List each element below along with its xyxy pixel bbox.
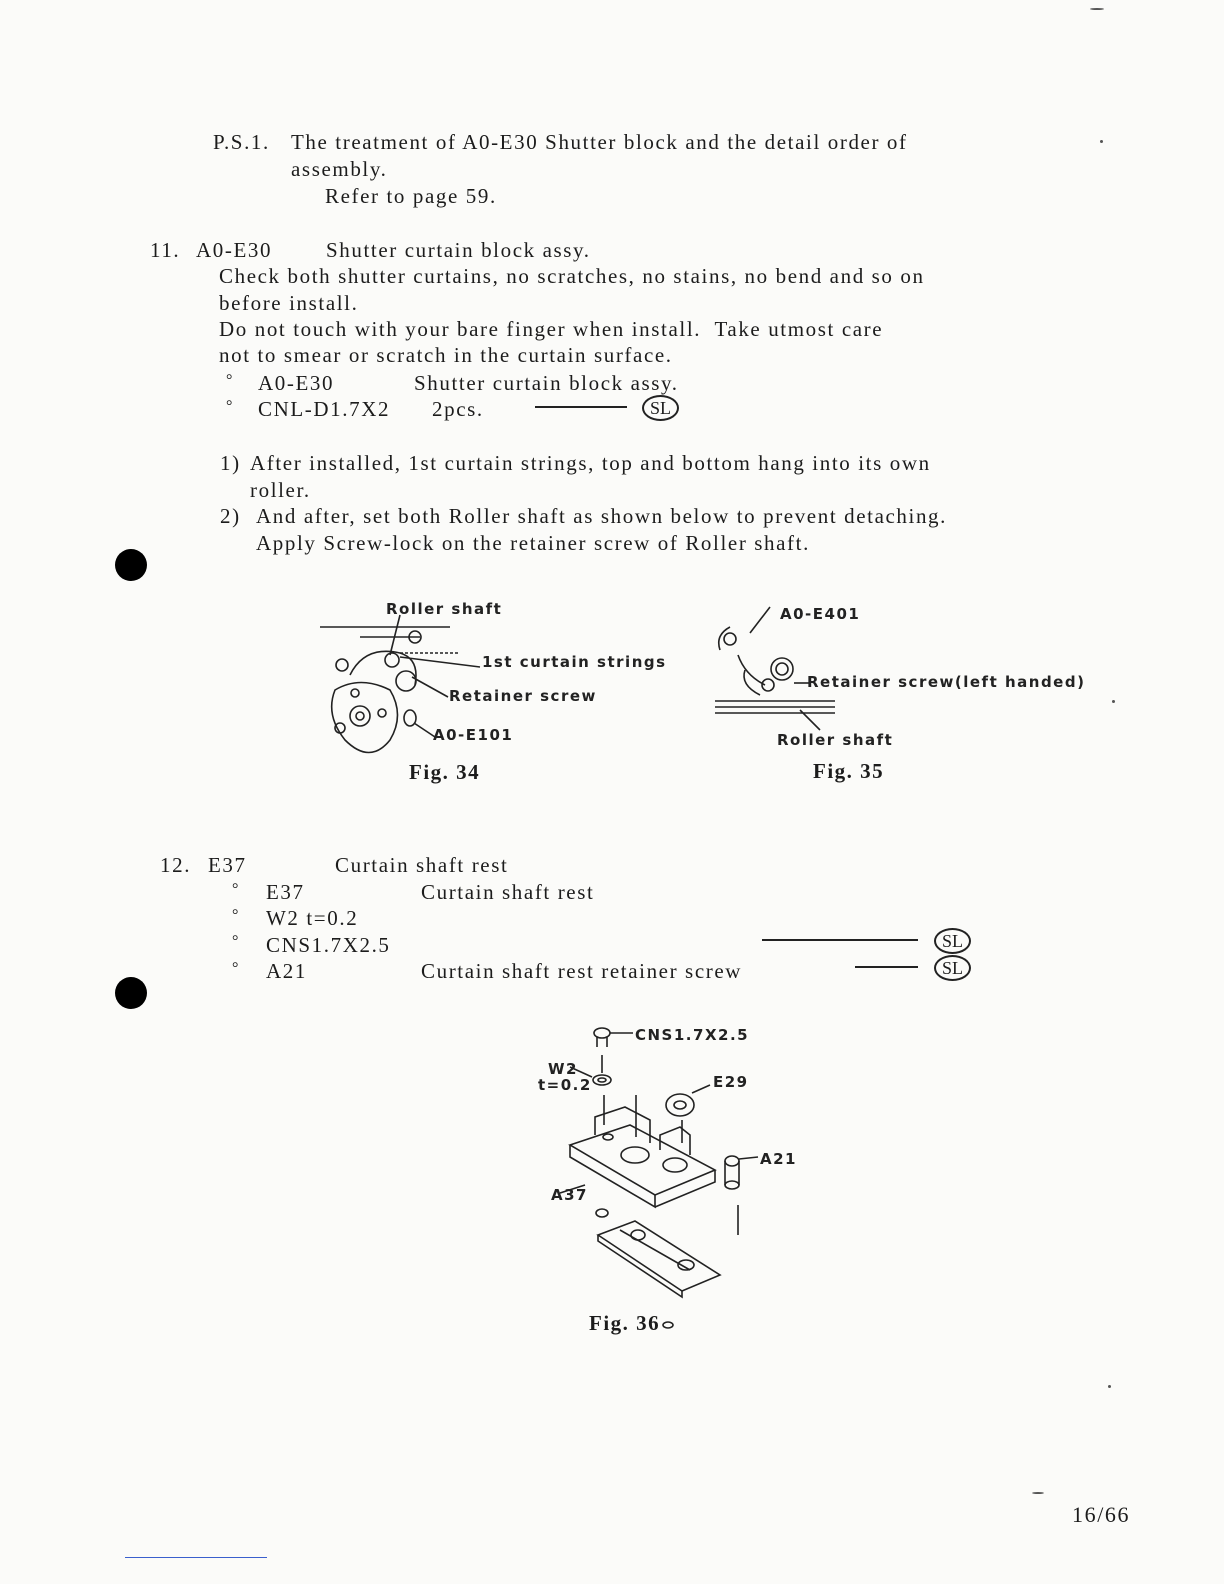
fig34-label-roller-shaft: Roller shaft bbox=[386, 600, 503, 618]
screw-lock-mark: SL bbox=[934, 928, 971, 954]
part-code: CNS1.7X2.5 bbox=[266, 933, 391, 957]
part-code: A0-E30 bbox=[258, 371, 335, 395]
part-code: E37 bbox=[266, 880, 305, 904]
section-12-number: 12. bbox=[160, 853, 192, 877]
fig35-label-retainer-screw: Retainer screw(left handed) bbox=[807, 673, 1086, 691]
step-number: 1) bbox=[220, 451, 241, 475]
part-code: A21 bbox=[266, 959, 307, 983]
fig36-label-gear: E29 bbox=[713, 1073, 749, 1091]
section-11-para-3: Do not touch with your bare finger when install. Take utmost care bbox=[219, 317, 884, 341]
fig34-label-retainer-screw: Retainer screw bbox=[449, 687, 597, 705]
part-code: W2 t=0.2 bbox=[266, 906, 359, 930]
part-desc: Curtain shaft rest bbox=[421, 880, 595, 904]
punch-hole-lower bbox=[115, 977, 147, 1009]
ps-label: P.S.1. bbox=[213, 130, 270, 154]
scan-edge-line bbox=[125, 1557, 267, 1558]
section-11-para-4: not to smear or scratch in the curtain surface. bbox=[219, 343, 673, 367]
fig35-caption: Fig. 35 bbox=[813, 759, 885, 783]
screw-lock-mark: SL bbox=[934, 955, 971, 981]
page-number: 16/66 bbox=[1072, 1502, 1131, 1527]
bullet: ° bbox=[226, 398, 233, 415]
step-line-1: And after, set both Roller shaft as shown below to prevent detaching. bbox=[256, 504, 947, 528]
fig36-caption: Fig. 36 bbox=[589, 1311, 661, 1335]
screw-lock-mark: SL bbox=[642, 395, 679, 421]
leader-line bbox=[535, 406, 627, 408]
step-line-2: roller. bbox=[250, 478, 311, 502]
step-number: 2) bbox=[220, 504, 241, 528]
scan-speck bbox=[1032, 1492, 1044, 1494]
part-desc: Shutter curtain block assy. bbox=[414, 371, 679, 395]
fig34-label-curtain-strings: 1st curtain strings bbox=[482, 653, 667, 671]
fig36-label-thickness: t=0.2 bbox=[538, 1076, 592, 1094]
step-line-1: After installed, 1st curtain strings, top and bottom hang into its own bbox=[250, 451, 931, 475]
bullet: ° bbox=[226, 372, 233, 389]
part-desc: Curtain shaft rest retainer screw bbox=[421, 959, 743, 983]
section-11-number: 11. bbox=[150, 238, 181, 262]
fig35-label-roller-shaft: Roller shaft bbox=[777, 731, 894, 749]
fig36-label-washer: W2 bbox=[548, 1060, 578, 1078]
bullet: ° bbox=[232, 881, 239, 898]
section-11-para-1: Check both shutter curtains, no scratches, no stains, no bend and so on bbox=[219, 264, 925, 288]
part-desc: 2pcs. bbox=[432, 397, 484, 421]
section-11-para-2: before install. bbox=[219, 291, 359, 315]
scan-speck bbox=[1090, 8, 1104, 10]
bullet: ° bbox=[232, 933, 239, 950]
section-12-code: E37 bbox=[208, 853, 247, 877]
ps-line-3: Refer to page 59. bbox=[325, 184, 497, 208]
bullet: ° bbox=[232, 907, 239, 924]
fig36-label-retainer: A21 bbox=[760, 1150, 797, 1168]
part-code: CNL-D1.7X2 bbox=[258, 397, 391, 421]
fig36-label-screw: CNS1.7X2.5 bbox=[635, 1026, 750, 1044]
scan-speck bbox=[1100, 140, 1103, 143]
section-11-code: A0-E30 bbox=[196, 238, 273, 262]
leader-line bbox=[762, 939, 918, 941]
fig35-label-part: A0-E401 bbox=[780, 605, 861, 623]
ps-line-2: assembly. bbox=[291, 157, 388, 181]
scan-speck bbox=[1108, 1385, 1111, 1388]
punch-hole-upper bbox=[115, 549, 147, 581]
scan-speck bbox=[1112, 700, 1115, 703]
fig34-label-part: A0-E101 bbox=[433, 726, 514, 744]
fig36-label-base: A37 bbox=[551, 1186, 588, 1204]
step-line-2: Apply Screw-lock on the retainer screw of Roller shaft. bbox=[256, 531, 810, 555]
ps-line-1: The treatment of A0-E30 Shutter block and the detail order of bbox=[291, 130, 908, 154]
fig34-caption: Fig. 34 bbox=[409, 760, 481, 784]
section-12-title: Curtain shaft rest bbox=[335, 853, 509, 877]
section-11-title: Shutter curtain block assy. bbox=[326, 238, 591, 262]
bullet: ° bbox=[232, 960, 239, 977]
leader-line bbox=[855, 966, 918, 968]
fig35-diagram bbox=[710, 605, 860, 735]
